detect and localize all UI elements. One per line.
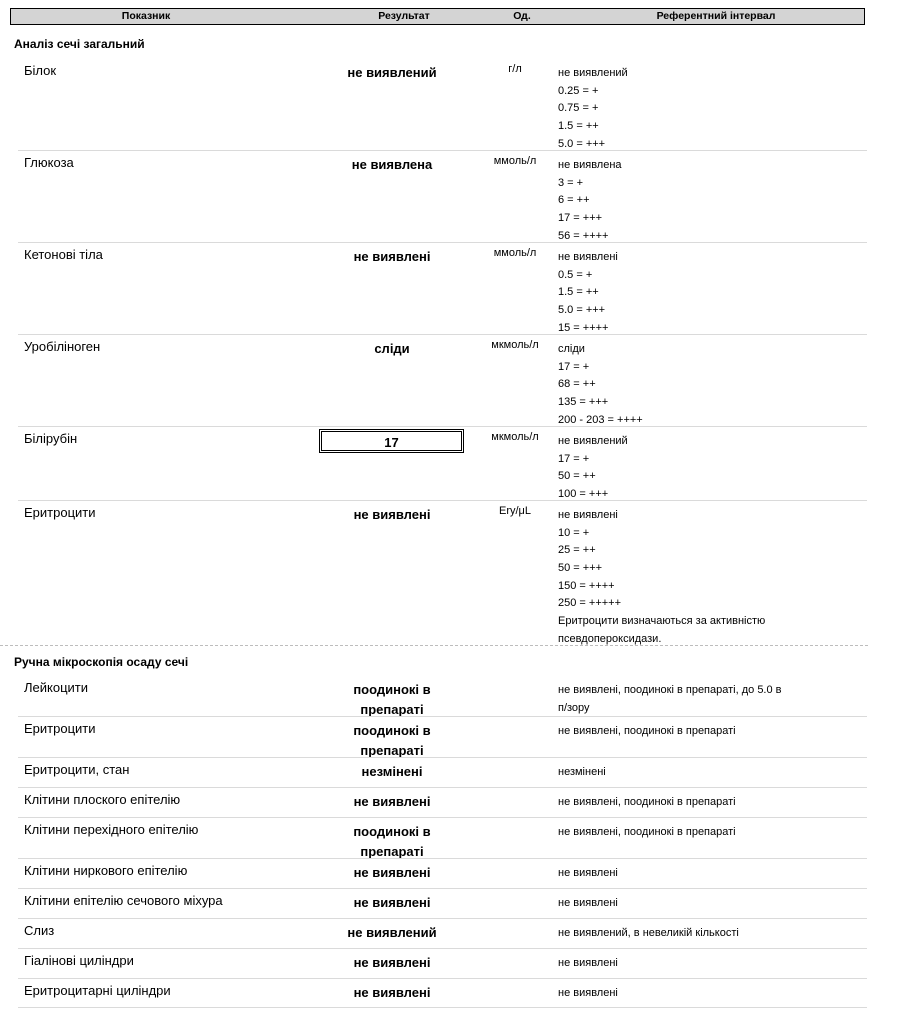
reference-line: 1.5 = ++ bbox=[558, 120, 599, 133]
section-divider bbox=[0, 645, 868, 646]
result-line: препараті bbox=[360, 702, 424, 717]
reference-line: не виявлений bbox=[558, 67, 628, 79]
row-result: не виявлені bbox=[353, 249, 431, 264]
row-reference bbox=[558, 895, 818, 913]
row-unit: ммоль/л bbox=[493, 247, 537, 259]
reference-line: 3 = + bbox=[558, 176, 584, 189]
row-name: Еритроцити, стан bbox=[24, 762, 130, 777]
row-divider bbox=[18, 858, 867, 859]
row-result: не виявлений bbox=[347, 65, 437, 80]
row-divider bbox=[18, 500, 867, 501]
result-line: не виявлені bbox=[353, 985, 431, 1000]
row-reference bbox=[558, 507, 818, 649]
row-reference bbox=[558, 985, 818, 1003]
row-result bbox=[321, 762, 463, 782]
reference-line: 5.0 = +++ bbox=[558, 137, 606, 150]
reference-line: 68 = ++ bbox=[558, 378, 596, 391]
row-name: Еритроцити bbox=[24, 721, 96, 736]
reference-line: не виявлені bbox=[558, 957, 618, 969]
row-result bbox=[321, 680, 463, 720]
row-name: Клітини ниркового епітелію bbox=[24, 863, 188, 878]
reference-line: 25 = ++ bbox=[558, 544, 596, 557]
header-result: Результат bbox=[378, 10, 430, 22]
row-result bbox=[321, 863, 463, 883]
row-name: Гіалінові циліндри bbox=[24, 953, 134, 968]
row-divider bbox=[18, 918, 867, 919]
reference-line: 200 - 203 = ++++ bbox=[558, 413, 643, 426]
row-reference bbox=[558, 157, 818, 245]
row-reference bbox=[558, 925, 818, 943]
reference-line: не виявлений bbox=[558, 435, 628, 447]
reference-line: 1.5 = ++ bbox=[558, 286, 599, 299]
row-divider bbox=[18, 426, 867, 427]
reference-line: Еритроцити визначаються за активністю bbox=[558, 615, 766, 628]
row-name: Клітини плоского епітелію bbox=[24, 792, 181, 807]
reference-line: 17 = + bbox=[558, 452, 590, 465]
row-reference bbox=[558, 794, 818, 812]
row-reference bbox=[558, 824, 818, 842]
reference-line: сліди bbox=[558, 343, 585, 355]
result-line: незмінені bbox=[361, 764, 423, 779]
row-reference bbox=[558, 433, 818, 504]
row-reference bbox=[558, 955, 818, 973]
reference-line: 17 = + bbox=[558, 360, 590, 373]
reference-line: 0.25 = + bbox=[558, 84, 599, 97]
header-name: Показник bbox=[121, 10, 171, 22]
reference-line: 17 = +++ bbox=[558, 212, 603, 225]
row-name: Білірубін bbox=[24, 431, 78, 446]
row-reference bbox=[558, 249, 818, 337]
section-title-microscopy: Ручна мікроскопія осаду сечі bbox=[14, 655, 189, 669]
row-result bbox=[321, 822, 463, 862]
row-name: Уробіліноген bbox=[24, 339, 101, 354]
row-result bbox=[321, 953, 463, 973]
row-reference bbox=[558, 764, 818, 782]
row-divider bbox=[18, 888, 867, 889]
row-unit: мкмоль/л bbox=[491, 431, 539, 443]
row-result bbox=[321, 792, 463, 812]
row-unit: Ery/μL bbox=[498, 505, 531, 517]
reference-line: не виявлені, поодинокі в препараті, до 5.0 в bbox=[558, 684, 782, 696]
result-line: препараті bbox=[360, 743, 424, 758]
row-reference bbox=[558, 865, 818, 883]
reference-line: 50 = +++ bbox=[558, 562, 603, 575]
reference-line: не виявлені bbox=[558, 509, 618, 521]
result-line: не виявлені bbox=[353, 794, 431, 809]
reference-line: 135 = +++ bbox=[558, 396, 609, 409]
row-result bbox=[321, 721, 463, 761]
reference-line: не виявлені bbox=[558, 251, 618, 263]
row-divider bbox=[18, 150, 867, 151]
row-name: Кетонові тіла bbox=[24, 247, 103, 262]
reference-line: не виявлена bbox=[558, 159, 622, 171]
reference-line: п/зору bbox=[558, 701, 590, 714]
reference-line: 10 = + bbox=[558, 526, 590, 539]
row-result bbox=[321, 983, 463, 1003]
row-result bbox=[321, 923, 463, 943]
reference-line: не виявлені, поодинокі в препараті bbox=[558, 826, 736, 838]
table-header bbox=[10, 8, 865, 25]
reference-line: не виявлені bbox=[558, 867, 618, 879]
row-result-highlighted: 17 bbox=[319, 429, 464, 453]
row-name: Лейкоцити bbox=[24, 680, 89, 695]
result-line: поодинокі в bbox=[353, 723, 431, 738]
reference-line: не виявлені bbox=[558, 897, 618, 909]
row-result bbox=[321, 893, 463, 913]
row-divider bbox=[18, 716, 867, 717]
row-name: Клітини епітелію сечового міхура bbox=[24, 893, 223, 908]
row-name: Слиз bbox=[24, 923, 55, 938]
row-divider bbox=[18, 817, 867, 818]
reference-line: 150 = ++++ bbox=[558, 579, 615, 592]
row-reference bbox=[558, 341, 818, 429]
row-unit: г/л bbox=[508, 63, 522, 75]
header-unit: Од. bbox=[513, 10, 531, 22]
row-name: Еритроцитарні циліндри bbox=[24, 983, 171, 998]
reference-line: 5.0 = +++ bbox=[558, 304, 606, 317]
row-reference bbox=[558, 723, 818, 741]
reference-line: 56 = ++++ bbox=[558, 229, 609, 242]
reference-line: не виявлені, поодинокі в препараті bbox=[558, 725, 736, 737]
row-result: не виявлені bbox=[353, 507, 431, 522]
section-title-urinalysis: Аналіз сечі загальний bbox=[14, 37, 145, 51]
row-unit: ммоль/л bbox=[493, 155, 537, 167]
row-name: Глюкоза bbox=[24, 155, 74, 170]
header-reference: Референтний інтервал bbox=[656, 10, 776, 22]
reference-line: не виявлений, в невеликій кількості bbox=[558, 927, 739, 939]
reference-line: 15 = ++++ bbox=[558, 321, 609, 334]
row-divider bbox=[18, 757, 867, 758]
result-line: не виявлені bbox=[353, 895, 431, 910]
result-line: не виявлені bbox=[353, 955, 431, 970]
row-result: сліди bbox=[374, 341, 410, 356]
reference-line: 0.75 = + bbox=[558, 102, 599, 115]
row-result: не виявлена bbox=[351, 157, 433, 172]
row-name: Білок bbox=[24, 63, 57, 78]
row-divider bbox=[18, 978, 867, 979]
result-line: поодинокі в bbox=[353, 682, 431, 697]
row-name: Клітини перехідного епітелію bbox=[24, 822, 199, 837]
row-reference bbox=[558, 682, 818, 717]
row-divider bbox=[18, 334, 867, 335]
reference-line: 100 = +++ bbox=[558, 488, 609, 501]
row-divider bbox=[18, 787, 867, 788]
result-line: препараті bbox=[360, 844, 424, 859]
row-divider bbox=[18, 948, 867, 949]
result-line: не виявлений bbox=[347, 925, 437, 940]
reference-line: 250 = +++++ bbox=[558, 597, 622, 610]
reference-line: 50 = ++ bbox=[558, 470, 596, 483]
reference-line: не виявлені, поодинокі в препараті bbox=[558, 796, 736, 808]
row-divider bbox=[18, 242, 867, 243]
reference-line: псевдопероксидази. bbox=[558, 632, 662, 645]
row-unit: мкмоль/л bbox=[491, 339, 539, 351]
row-name: Еритроцити bbox=[24, 505, 96, 520]
row-divider bbox=[18, 1007, 867, 1008]
result-line: не виявлені bbox=[353, 865, 431, 880]
row-reference bbox=[558, 65, 818, 153]
reference-line: 6 = ++ bbox=[558, 194, 590, 207]
reference-line: незмінені bbox=[558, 766, 606, 778]
reference-line: не виявлені bbox=[558, 987, 618, 999]
reference-line: 0.5 = + bbox=[558, 268, 593, 281]
result-line: поодинокі в bbox=[353, 824, 431, 839]
